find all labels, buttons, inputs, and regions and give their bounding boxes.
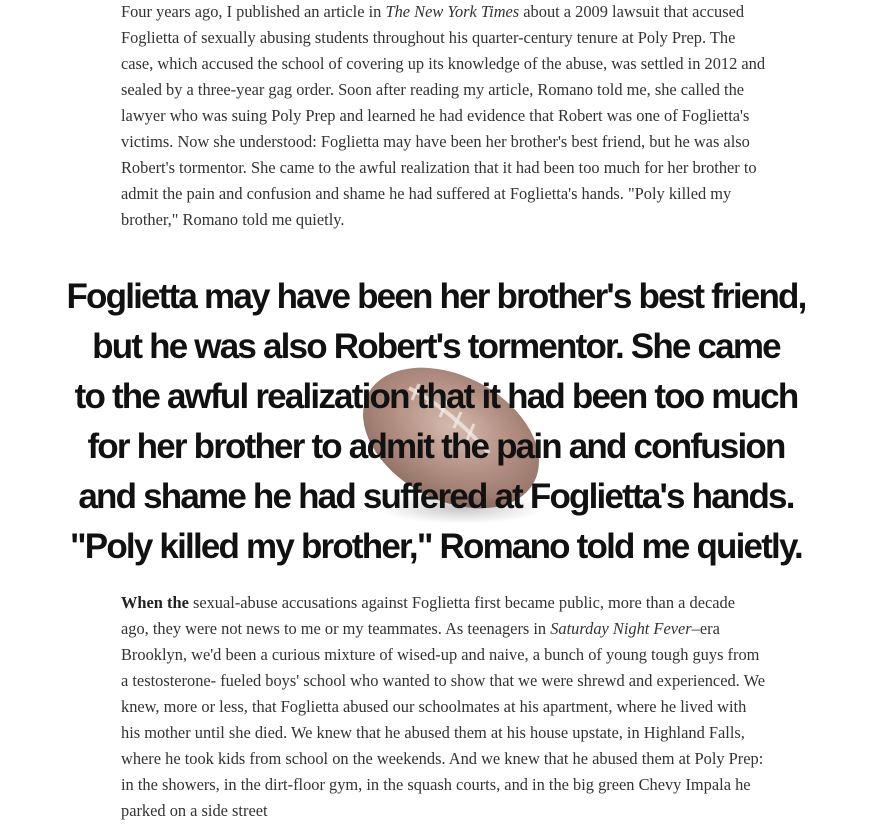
paragraph-text: sexual-abuse accusations against Foglietta first became public, more than a decade ago, they were not news to me or my teammates. As teenagers in [121, 593, 735, 638]
article-paragraph [121, 590, 766, 824]
pull-quote-line: Foglietta may have been her brother's best friend, [66, 277, 806, 316]
film-title: Saturday Night Fever [550, 619, 692, 638]
pull-quote-line: for her brother to admit the pain and confusion [87, 427, 785, 466]
pull-quote-line: to the awful realization that it had been too much [74, 377, 798, 416]
article-paragraph [121, 0, 766, 233]
publication-name: The New York Times [385, 2, 520, 21]
paragraph-lead-in: When the [121, 593, 189, 612]
pull-quote-line: and shame he had suffered at Foglietta's hands. [78, 477, 794, 516]
paragraph-text: Four years ago, I published an article in [121, 2, 386, 21]
paragraph-text: –era Brooklyn, we'd been a curious mixture of wised-up and naive, a bunch of young tough guys from a testosterone- fueled boys' school who wanted to show that we were shrewd and experienced. We knew, more or less, that Foglietta abused our schoolmates at his apartment, where he lived with his mother until she died. We knew that he abused them at his house upstate, in Highland Falls, where he took kids from school on the weekends. And we knew that he abused them at Poly Prep: in the showers, in the dirt-floor gym, in the squash courts, and in the big green Chevy Impala he parked on a side street [121, 619, 766, 820]
pull-quote-line: "Poly killed my brother," Romano told me quietly. [70, 527, 802, 566]
paragraph-text: about a 2009 lawsuit that accused Foglietta of sexually abusing students throughout his quarter-century tenure at Poly Prep. The case, which accused the school of covering up its knowledge of the abuse, was settled in 2012 and sealed by a three-year gag order. Soon after reading my article, Romano told me, she called the lawyer who was suing Poly Prep and learned he had evidence that Robert was one of Foglietta's victims. Now she understood: Foglietta may have been her brother's best friend, but he was also Robert's tormentor. She came to the awful realization that it had been too much for her brother to admit the pain and confusion and shame he had suffered at Foglietta's hands. "Poly killed my brother," Romano told me quietly. [121, 2, 766, 229]
pull-quote-line: but he was also Robert's tormentor. She came [92, 327, 780, 366]
